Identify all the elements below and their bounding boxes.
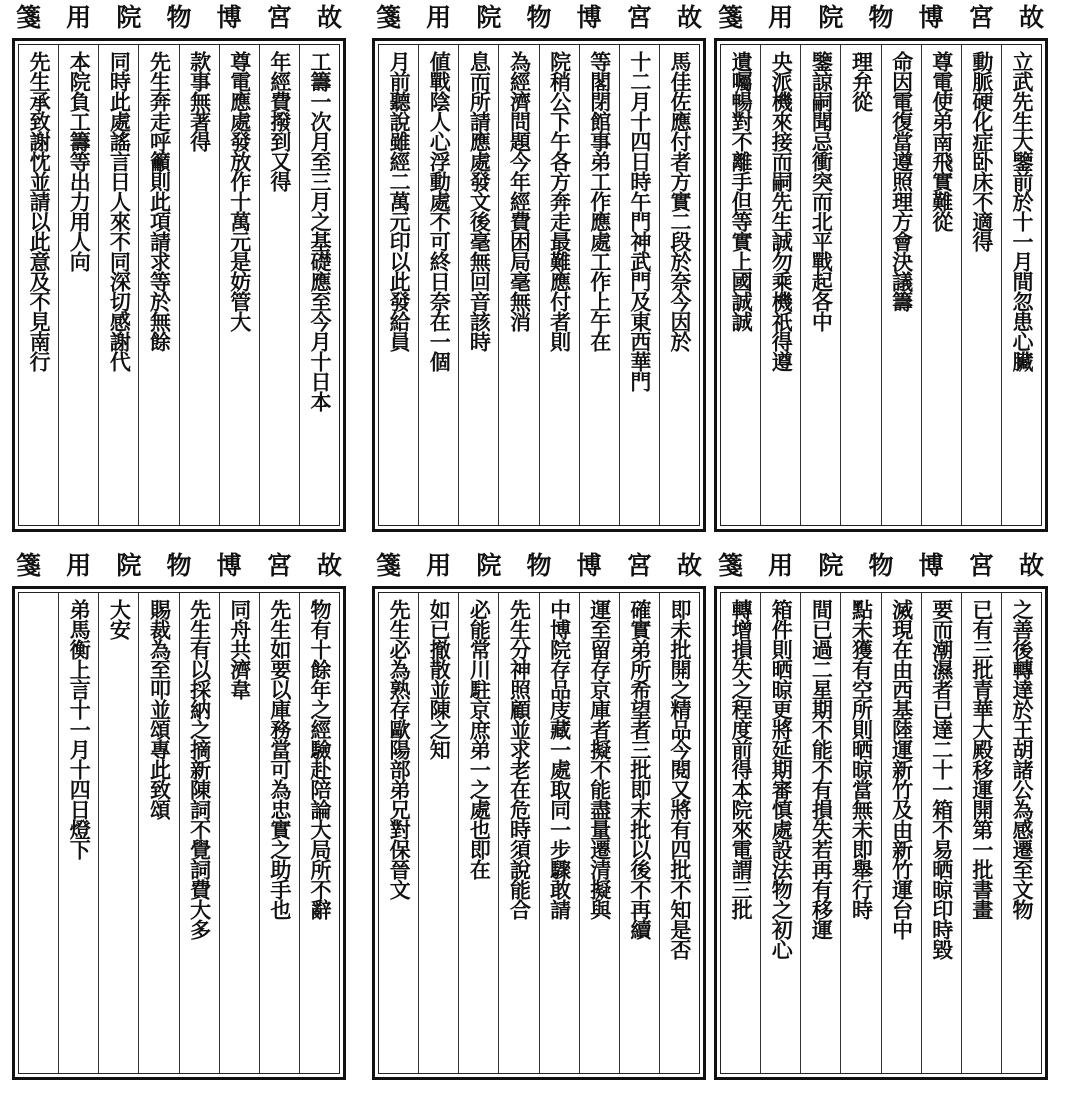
page-frame — [12, 38, 346, 532]
letter-page-3 — [10, 0, 350, 535]
text-column: 理弁從 — [840, 45, 880, 525]
text-column: 動脈硬化症卧床不適得 — [961, 45, 1001, 525]
text-column: 先生承致謝忱並請以此意及不見南行 — [27, 51, 52, 371]
text-column: 先生必為熟存歐陽部弟兄對保晉文 — [387, 599, 412, 899]
text-column: 遺囑暢對不離手但等實上國誠誠 — [729, 51, 754, 331]
letterhead — [712, 0, 1052, 34]
letterhead-char: 故 — [1018, 2, 1044, 32]
text-column: 鑒諒嗣聞忌衝突而北平戰起各中 — [800, 45, 840, 525]
text-column: 物有十餘年之經驗赴陪論大局所不辭 — [299, 593, 339, 1073]
text-column: 之善後轉達於王胡諸公為感遷至文物 — [1001, 593, 1041, 1073]
letterhead — [10, 548, 350, 582]
letterhead-char: 箋 — [16, 2, 42, 32]
letterhead-char: 用 — [768, 2, 794, 32]
text-column: 為經濟問題今年經費困局毫無消 — [498, 45, 538, 525]
page-frame — [714, 586, 1048, 1080]
text-column: 箱件則晒晾更將延期審慎處設法物之初心 — [760, 593, 800, 1073]
letterhead-char: 物 — [526, 2, 552, 32]
text-column: 必能常川駐京庶弟一之處也即在 — [458, 593, 498, 1073]
text-column: 先生分神照顧並求老在危時須說能合 — [498, 593, 538, 1073]
letterhead-char: 物 — [526, 550, 552, 580]
letterhead-char: 用 — [768, 550, 794, 580]
page-frame — [372, 586, 706, 1080]
text-column: 月前聽說雖經二萬元印以此發給員 — [387, 51, 412, 351]
letterhead-char: 箋 — [16, 550, 42, 580]
text-column: 同時此處謠言日人來不同深切感謝代 — [98, 45, 138, 525]
letterhead-char: 箋 — [376, 2, 402, 32]
letter-page-6 — [10, 548, 350, 1083]
letterhead-char: 院 — [116, 550, 142, 580]
page-frame — [714, 38, 1048, 532]
text-column: 尊電應處發放作十萬元是妨管大 — [219, 45, 259, 525]
text-column: 大安 — [98, 593, 138, 1073]
text-column: 中博院存品庋藏一處取同一步驟敢請 — [539, 593, 579, 1073]
text-column — [19, 593, 58, 1073]
text-column: 同舟共濟韋 — [219, 593, 259, 1073]
letterhead-char: 博 — [576, 550, 602, 580]
letterhead — [370, 0, 710, 34]
letterhead-char: 院 — [476, 2, 502, 32]
letterhead-char: 院 — [116, 2, 142, 32]
letter-page-5 — [370, 548, 710, 1083]
letterhead-char: 箋 — [718, 550, 744, 580]
text-column: 馬佳佐應付者方實二段於奈今因於 — [659, 45, 699, 525]
letterhead-char: 用 — [426, 550, 452, 580]
page-frame — [372, 38, 706, 532]
letterhead-char: 博 — [216, 2, 242, 32]
letterhead-char: 用 — [66, 2, 92, 32]
text-column: 轉增損失之程度前得本院來電謂三批 — [729, 599, 754, 919]
text-column: 本院負工籌等出力用人向 — [58, 45, 98, 525]
text-column: 運至留存京庫者擬不能盡量遷清擬與 — [579, 593, 619, 1073]
letterhead-char: 故 — [316, 2, 342, 32]
letterhead-char: 故 — [1018, 550, 1044, 580]
letterhead-char: 故 — [676, 550, 702, 580]
text-column: 點未獲有空所則晒晾當無未即舉行時 — [840, 593, 880, 1073]
text-column: 尊電使弟南飛實難從 — [921, 45, 961, 525]
text-column: 十二月十四日時午門神武門及東西華門 — [619, 45, 659, 525]
text-column: 工籌一次月至三月之基礎應至今月十日本 — [299, 45, 339, 525]
letterhead-char: 物 — [868, 2, 894, 32]
text-column: 年經費撥到又得 — [259, 45, 299, 525]
page-frame — [12, 586, 346, 1080]
text-column: 賜裁為至叩並頌專此致頌 — [138, 593, 178, 1073]
text-column: 院稍公下午各方奔走最難應付者則 — [539, 45, 579, 525]
letterhead-char: 故 — [676, 2, 702, 32]
text-column: 先生奔走呼籲則此項請求等於無餘 — [138, 45, 178, 525]
letterhead-char: 宮 — [626, 550, 652, 580]
letter-page-4 — [712, 548, 1052, 1083]
text-column: 立武先生大鑒前於十一月間忽患心臟 — [1001, 45, 1041, 525]
letterhead-char: 宮 — [266, 550, 292, 580]
letterhead-char: 博 — [216, 550, 242, 580]
letterhead — [10, 0, 350, 34]
letterhead — [712, 548, 1052, 582]
letterhead-char: 博 — [918, 2, 944, 32]
text-column: 款事無著得 — [179, 45, 219, 525]
letterhead-char: 箋 — [376, 550, 402, 580]
letterhead-char: 物 — [166, 550, 192, 580]
letterhead-char: 宮 — [968, 2, 994, 32]
letterhead-char: 博 — [918, 550, 944, 580]
letterhead-char: 院 — [818, 2, 844, 32]
letterhead — [370, 548, 710, 582]
text-column: 要而潮濕者已達二十一箱不易晒晾印時毀 — [921, 593, 961, 1073]
text-column: 即未批開之精品今閱又將有四批不知是否 — [659, 593, 699, 1073]
text-column: 確實弟所希望者三批即末批以後不再續 — [619, 593, 659, 1073]
letterhead-char: 用 — [426, 2, 452, 32]
text-column: 弟馬衡上言十一月十四日燈下 — [58, 593, 98, 1073]
letterhead-char: 物 — [868, 550, 894, 580]
letterhead-char: 用 — [66, 550, 92, 580]
text-column: 先生如要以庫務當可為忠實之助手也 — [259, 593, 299, 1073]
letter-page-1 — [712, 0, 1052, 535]
text-column: 已有三批青華大殿移運開第一批書畫 — [961, 593, 1001, 1073]
letter-page-2 — [370, 0, 710, 535]
letterhead-char: 博 — [576, 2, 602, 32]
letterhead-char: 院 — [476, 550, 502, 580]
letterhead-char: 院 — [818, 550, 844, 580]
letterhead-char: 箋 — [718, 2, 744, 32]
letterhead-char: 宮 — [626, 2, 652, 32]
text-column: 如已撤散並陳之知 — [418, 593, 458, 1073]
text-column: 滅現在由西基陸運新竹及由新竹運台中 — [881, 593, 921, 1073]
letterhead-char: 宮 — [968, 550, 994, 580]
text-column: 等閣閉館事弟工作應處工作上午在 — [579, 45, 619, 525]
letterhead-char: 物 — [166, 2, 192, 32]
text-column: 息而所請應處發文後毫無回音該時 — [458, 45, 498, 525]
letterhead-char: 故 — [316, 550, 342, 580]
text-column: 命因電復當遵照理方會決議籌 — [881, 45, 921, 525]
text-column: 値戰陰人心浮動處不可終日奈在一個 — [418, 45, 458, 525]
text-column: 央派機來接而嗣先生誠勿乘機祇得遵 — [760, 45, 800, 525]
text-column: 先生有以採納之摘新陳詞不覺詞費大多 — [179, 593, 219, 1073]
text-column: 間已過二星期不能不有損失若再有移運 — [800, 593, 840, 1073]
letterhead-char: 宮 — [266, 2, 292, 32]
